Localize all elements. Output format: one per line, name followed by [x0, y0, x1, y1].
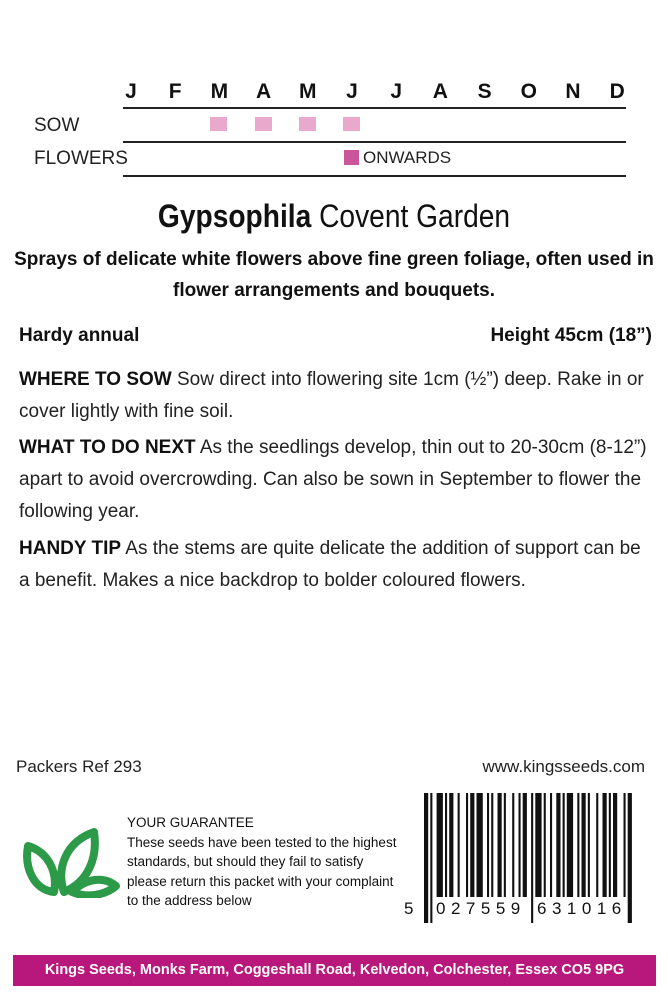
plant-details: [19, 325, 652, 347]
barcode-left-digits: 027559: [436, 899, 526, 918]
leaf-logo-icon: [20, 826, 120, 898]
month-label: N: [565, 80, 581, 103]
plant-height: Height 45cm (18”): [490, 325, 652, 346]
product-name-bold: Gypsophila: [157, 198, 312, 234]
footer-address: Kings Seeds, Monks Farm, Coggeshall Road, Kelvedon, Colchester, Essex CO5 9PG: [13, 955, 656, 986]
what-next-section: [19, 432, 655, 528]
calendar-divider: [123, 107, 626, 109]
month-label: D: [609, 80, 625, 103]
product-name-variety: Covent Garden: [319, 198, 511, 234]
website-link[interactable]: www.kingsseeds.com: [482, 757, 645, 776]
month-label: J: [390, 80, 403, 103]
product-description: Sprays of delicate white flowers above fine green foliage, often used in flower arrangements and bouquets.: [14, 249, 654, 301]
handy-tip-section: [19, 533, 655, 597]
month-label: M: [210, 80, 229, 103]
calendar-divider: [123, 141, 626, 143]
sow-mark: [343, 117, 360, 131]
tip-text: As the stems are quite delicate the addition of support can be a benefit. Makes a nice backdrop to bolder coloured flowers.: [19, 538, 641, 591]
barcode-right-digits: 631016: [537, 899, 627, 918]
next-heading: WHAT TO DO NEXT: [19, 437, 196, 458]
where-text: Sow direct into flowering site 1cm (½”) deep. Rake in or cover lightly with fine soil.: [19, 369, 644, 422]
month-label: A: [432, 80, 448, 103]
product-title: [40, 198, 628, 235]
onwards-label: ONWARDS: [363, 148, 452, 167]
flowers-mark: [344, 150, 359, 165]
next-text: As the seedlings develop, thin out to 20-30cm (8-12”) apart to avoid overcrowding. Can also be sown in September to flower the following year.: [19, 437, 647, 522]
month-label: A: [256, 80, 272, 103]
packers-ref: Packers Ref 293: [16, 757, 142, 776]
guarantee-block: [127, 813, 402, 911]
month-label: F: [168, 80, 182, 103]
where-heading: WHERE TO SOW: [19, 369, 172, 390]
sow-mark: [299, 117, 316, 131]
calendar-divider: [123, 175, 626, 177]
barcode-lead-digit: 5: [404, 899, 414, 918]
guarantee-heading: YOUR GUARANTEE: [127, 815, 254, 830]
month-label: M: [299, 80, 317, 103]
plant-type: Hardy annual: [19, 325, 140, 346]
where-to-sow-section: [19, 364, 655, 428]
flowers-row-label: FLOWERS: [34, 148, 128, 169]
sow-mark: [210, 117, 227, 131]
guarantee-text: These seeds have been tested to the highest standards, but should they fail to satisfy please return this packet with your complaint to the address below: [127, 834, 397, 908]
month-label: J: [125, 80, 137, 103]
tip-heading: HANDY TIP: [19, 538, 122, 559]
sow-mark: [255, 117, 272, 131]
month-label: S: [477, 80, 492, 103]
sow-row-label: SOW: [34, 115, 80, 136]
month-label: O: [520, 80, 537, 103]
month-label: J: [346, 80, 358, 103]
